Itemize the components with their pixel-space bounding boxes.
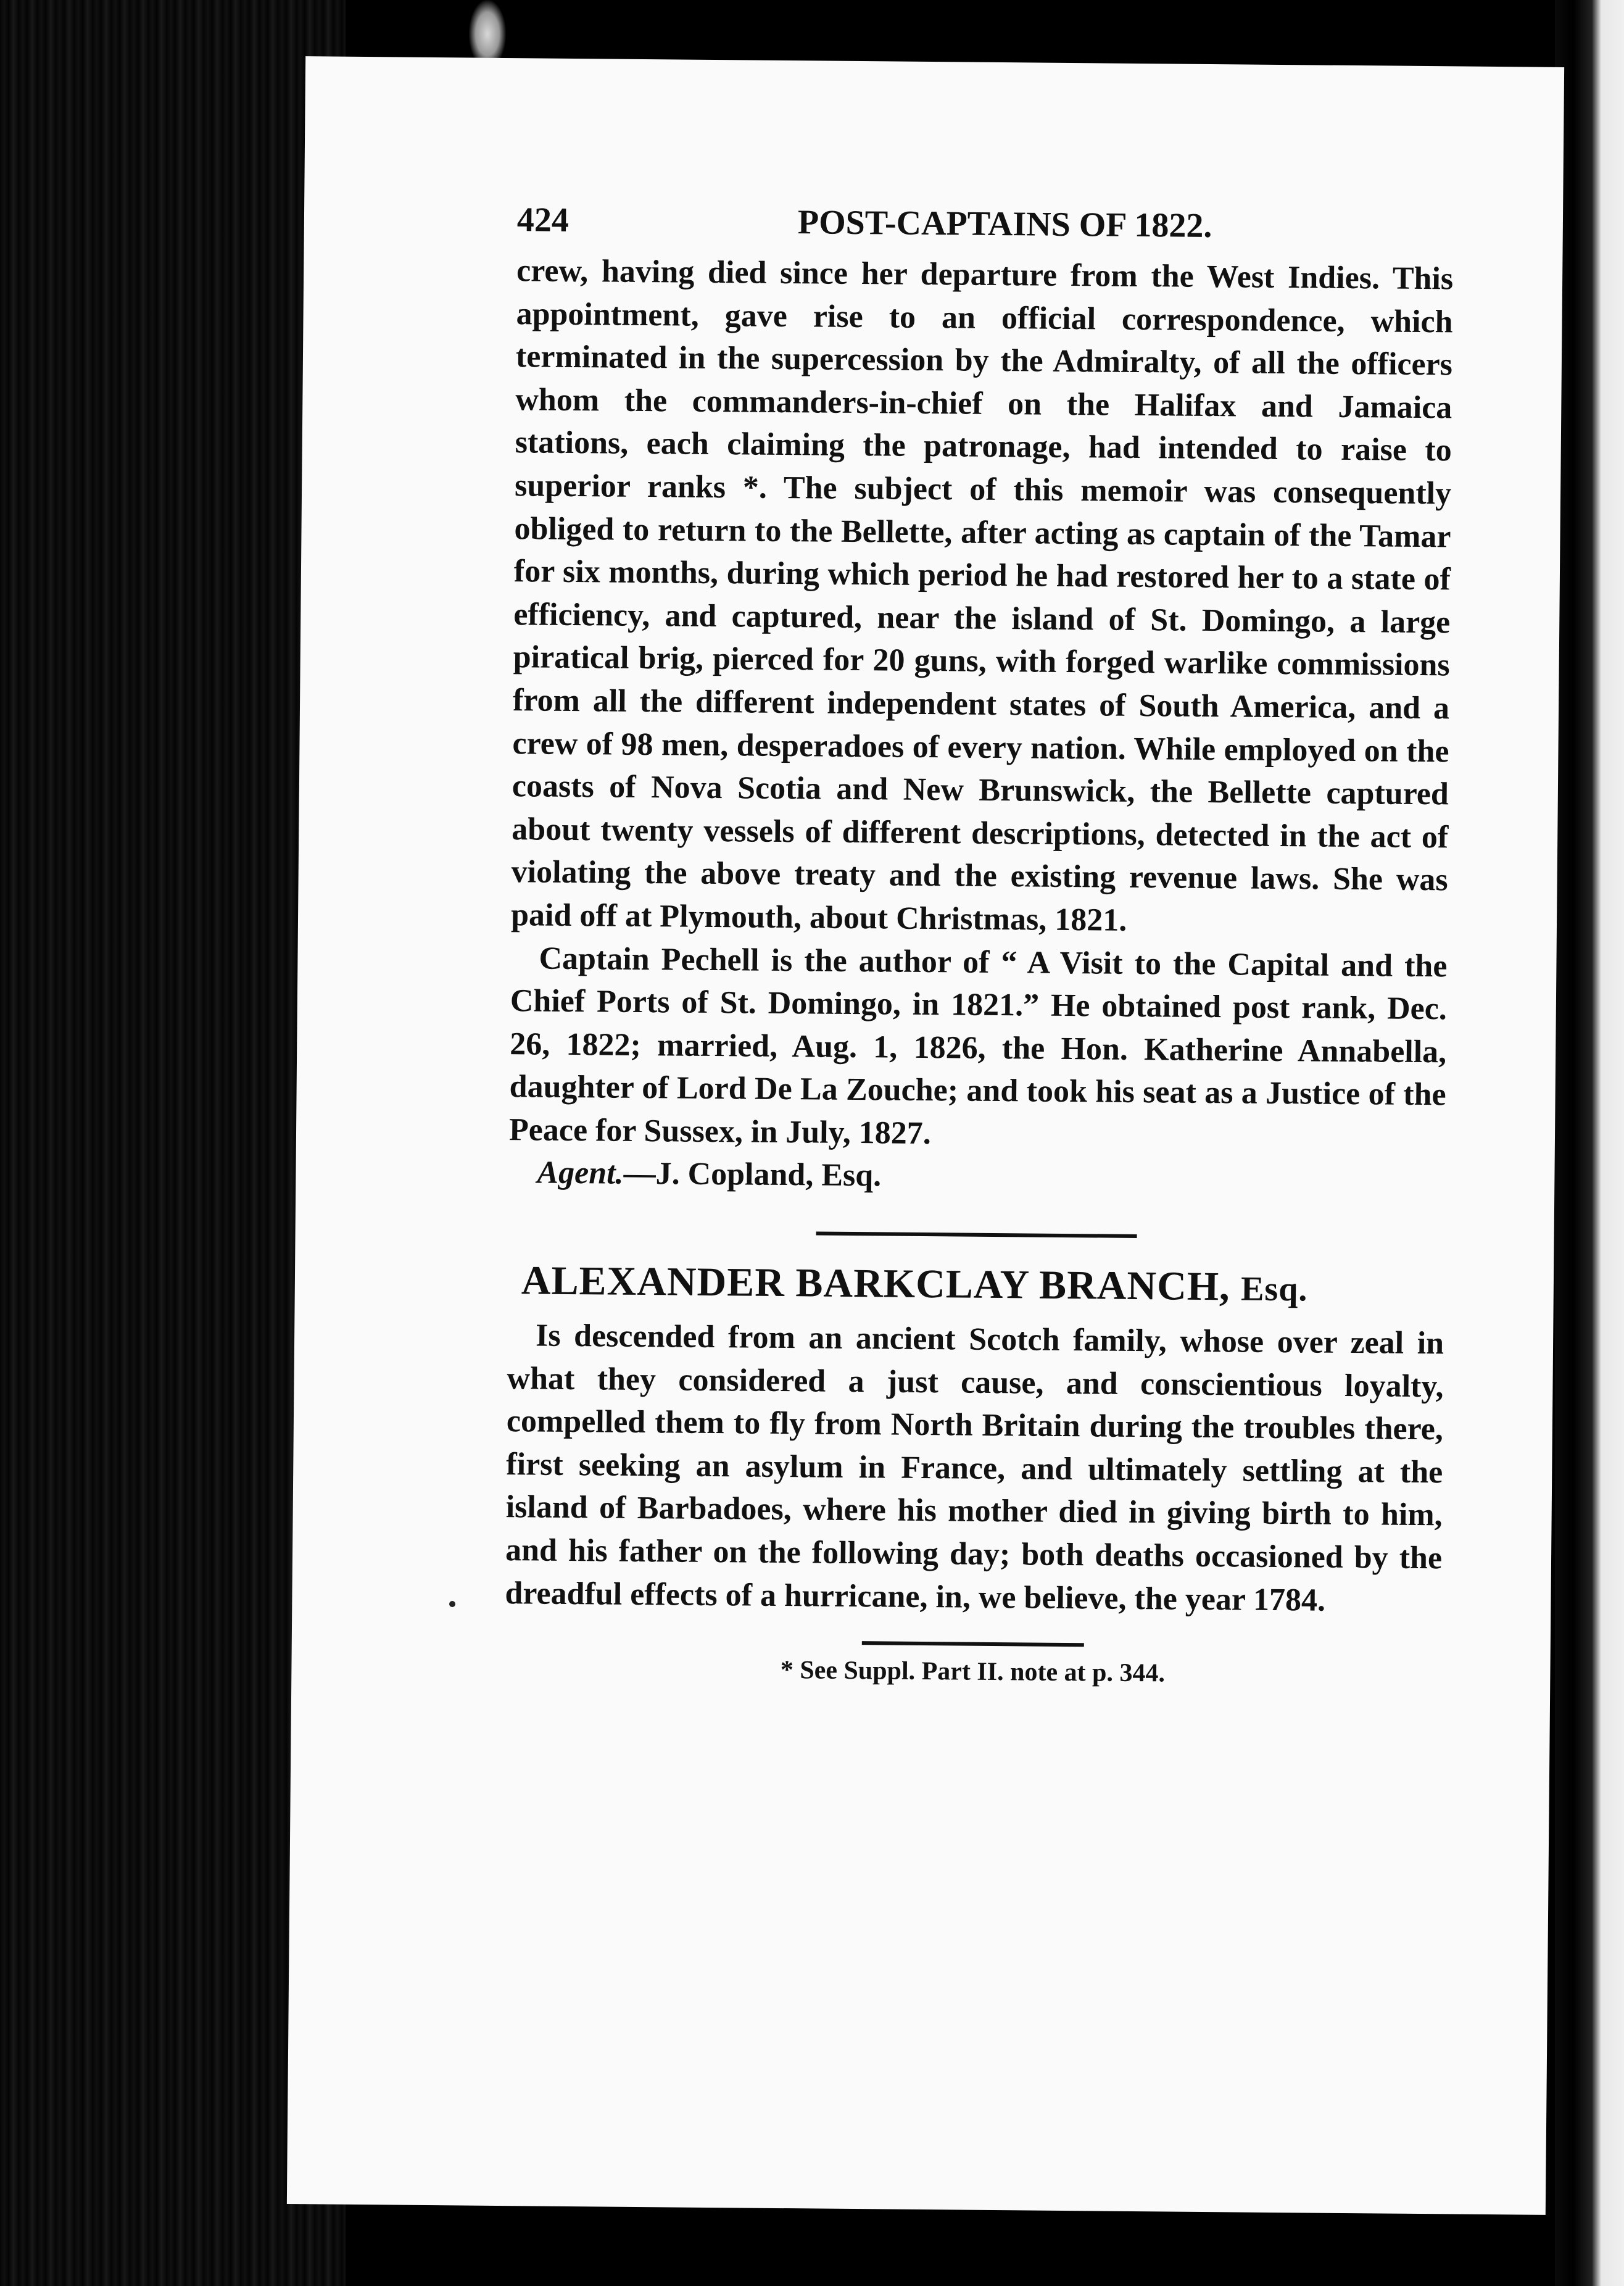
facing-page-edge (1555, 0, 1624, 2286)
book-page (287, 56, 1564, 2215)
memoir-heading-name: ALEXANDER BARKCLAY BRANCH, (521, 1258, 1230, 1310)
section-divider (816, 1232, 1137, 1239)
running-head (517, 200, 1454, 257)
agent-name: —J. Copland, Esq. (623, 1156, 882, 1194)
memoir-continuation (508, 249, 1453, 1202)
agent-label: Agent. (537, 1155, 624, 1192)
agent-line (508, 1152, 1446, 1203)
page-content (504, 200, 1454, 1690)
pechell-paragraph: Captain Pechell is the author of “ A Visit to the Capital and the Chief Ports of St. Domingo, in 1821.” He obtained post rank, Dec. 26, 1822; married, Aug. 1, 1826, the Hon. Katherine Annabella, daughter of Lord De La Zouche; and took his seat as a Justice of the Peace for Sussex, in July, 1827. (508, 941, 1448, 1151)
running-head-title: POST-CAPTAINS OF 1822. (797, 203, 1212, 245)
memoir-heading-suffix: Esq. (1240, 1270, 1308, 1309)
footnote: * See Suppl. Part II. note at p. 344. (780, 1656, 1166, 1688)
page-number: 424 (516, 201, 570, 239)
branch-memoir (505, 1257, 1444, 1623)
branch-paragraph: Is descended from an ancient Scotch family, whose over zeal in what they considered a just cause, and conscientious loyalty, compelled them to fly from North Britain during the troubles there, first seeking an asylum in France, and ultimately settling at the island of Barbadoes, where his mother died in giving birth to him, and his father on the following day; both deaths occasioned by the dreadful effects of a hurricane, in, we believe, the year 1784. (505, 1318, 1444, 1618)
margin-dot (449, 1601, 455, 1607)
memoir-heading (521, 1257, 1445, 1312)
continuation-paragraph: crew, having died since her departure from the West Indies. This appointment, gave rise to an official correspondence, which terminated in the supercession by the Admiralty, of all the officers whom the commanders-in-chief on the Halifax and Jamaica stations, each claiming the patronage, had intended to raise to superior ranks *. The subject of this memoir was consequently obliged to return to the Bellette, after acting as captain of the Tamar for six months, during which period he had restored her to a state of efficiency, and captured, near the island of St. Domingo, a large piratical brig, pierced for 20 guns, with forged warlike commissions from all the different independent states of South America, and a crew of 98 men, desperadoes of every nation. While employed on the coasts of Nova Scotia and New Brunswick, the Bellette captured about twenty vessels of different descriptions, detected in the act of violating the above treaty and the existing revenue laws. She was paid off at Plymouth, about Christmas, 1821. (510, 253, 1454, 938)
footnote-rule (862, 1641, 1084, 1647)
